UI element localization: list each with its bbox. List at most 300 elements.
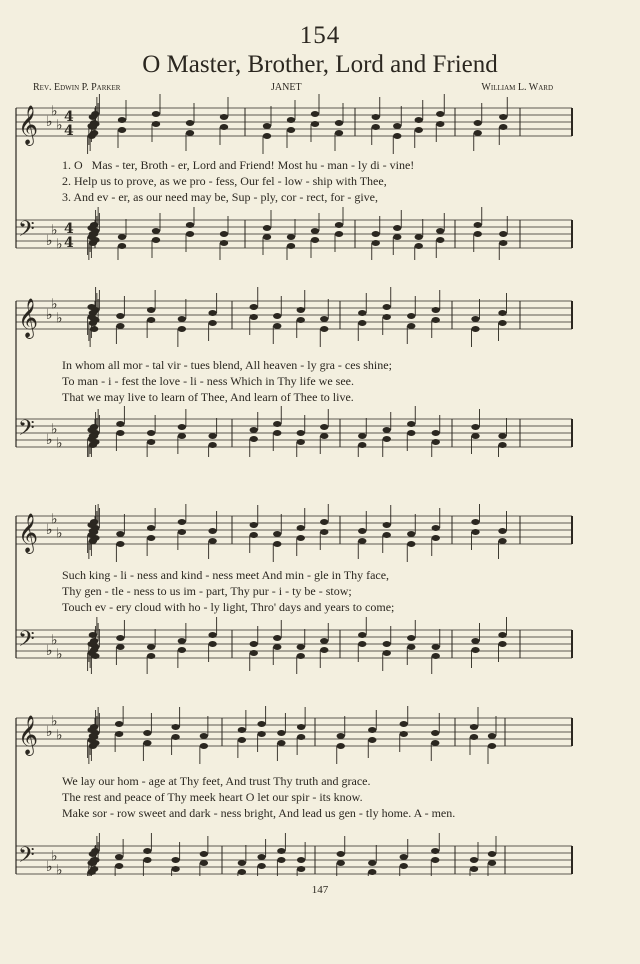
note-head xyxy=(335,231,343,237)
note-head xyxy=(436,228,444,234)
note-head xyxy=(116,421,124,427)
note-head xyxy=(474,222,482,228)
note-head xyxy=(277,740,285,746)
bass-clef: 𝄢 xyxy=(18,217,35,247)
note-head xyxy=(238,727,246,733)
note-head xyxy=(89,320,97,326)
note-head xyxy=(470,724,478,730)
treble-clef: 𝄞 xyxy=(18,105,39,145)
note-head xyxy=(152,111,160,117)
note-head xyxy=(116,635,124,641)
note-head xyxy=(287,243,295,249)
note-head xyxy=(432,317,440,323)
note-head xyxy=(471,529,479,535)
note-head xyxy=(87,133,95,139)
note-head xyxy=(257,721,265,727)
note-head xyxy=(471,316,479,322)
note-head xyxy=(90,326,98,332)
note-head xyxy=(499,240,507,246)
note-head xyxy=(383,532,391,538)
note-head xyxy=(178,433,186,439)
note-head xyxy=(335,130,343,136)
note-head xyxy=(358,320,366,326)
note-head xyxy=(498,538,506,544)
note-head xyxy=(393,225,401,231)
note-head xyxy=(383,522,391,528)
note-head xyxy=(87,304,95,310)
verse-3-line-4: Make sor - row sweet and dark - ness bright, And lead us gen - tly home. A - men. xyxy=(62,806,456,820)
tune-name: JANET xyxy=(271,82,302,93)
note-head xyxy=(393,123,401,129)
note-head xyxy=(400,731,408,737)
flat-sign: ♭ xyxy=(46,724,53,740)
note-head xyxy=(116,531,124,537)
flat-sign: ♭ xyxy=(56,310,63,327)
note-head xyxy=(89,240,97,246)
verse-1-line-3: Such king - li - ness and kind - ness meet And min - gle in Thy face, xyxy=(62,568,390,582)
note-head xyxy=(143,730,151,736)
note-head xyxy=(250,650,258,656)
note-head xyxy=(393,234,401,240)
composer-credit: William L. Ward xyxy=(481,82,553,93)
note-head xyxy=(297,307,305,313)
note-head xyxy=(118,243,126,249)
verse-3-line-3: Touch ev - ery cloud with ho - ly light, Thro' days and years to come; xyxy=(62,600,395,614)
note-head xyxy=(498,433,506,439)
note-head xyxy=(186,130,194,136)
note-head xyxy=(383,641,391,647)
note-head xyxy=(488,743,496,749)
verse-1-line-2: In whom all mor - tal vir - tues blend, All heaven - ly gra - ces shine; xyxy=(62,358,392,372)
note-head xyxy=(383,304,391,310)
note-head xyxy=(147,317,155,323)
flat-sign: ♭ xyxy=(51,222,58,239)
note-head xyxy=(432,307,440,313)
flat-sign: ♭ xyxy=(56,525,63,542)
note-head xyxy=(407,323,415,329)
note-head xyxy=(200,860,208,866)
note-head xyxy=(115,731,123,737)
note-head xyxy=(263,133,271,139)
note-head xyxy=(208,528,216,534)
note-head xyxy=(87,727,95,733)
note-head xyxy=(116,430,124,436)
note-head xyxy=(372,114,380,120)
note-head xyxy=(320,424,328,430)
note-head xyxy=(358,442,366,448)
flat-sign: ♭ xyxy=(51,103,58,120)
note-head xyxy=(87,234,95,240)
note-head xyxy=(415,117,423,123)
note-head xyxy=(297,734,305,740)
note-head xyxy=(297,724,305,730)
note-head xyxy=(273,421,281,427)
note-head xyxy=(143,848,151,854)
note-head xyxy=(208,433,216,439)
bass-clef: 𝄢 xyxy=(18,416,35,446)
note-head xyxy=(250,641,258,647)
note-head xyxy=(297,535,305,541)
verse-1-line-1: 1. O Mas - ter, Broth - er, Lord and Friend! Most hu - man - ly di - vine! xyxy=(62,158,415,172)
note-head xyxy=(273,323,281,329)
treble-clef: 𝄞 xyxy=(18,298,39,338)
note-head xyxy=(220,114,228,120)
note-head xyxy=(383,436,391,442)
note-head xyxy=(186,120,194,126)
note-head xyxy=(273,531,281,537)
note-head xyxy=(171,724,179,730)
note-head xyxy=(407,541,415,547)
note-head xyxy=(297,644,305,650)
note-head xyxy=(436,121,444,127)
note-head xyxy=(498,632,506,638)
flat-sign: ♭ xyxy=(51,713,58,730)
note-head xyxy=(431,740,439,746)
note-head xyxy=(87,860,95,866)
note-head xyxy=(186,222,194,228)
note-head xyxy=(152,121,160,127)
page-number: 147 xyxy=(311,884,329,896)
note-head xyxy=(474,120,482,126)
note-head xyxy=(400,863,408,869)
note-head xyxy=(208,538,216,544)
note-head xyxy=(488,860,496,866)
note-head xyxy=(335,222,343,228)
note-head xyxy=(320,316,328,322)
note-head xyxy=(431,730,439,736)
note-head xyxy=(368,860,376,866)
note-head xyxy=(87,532,95,538)
note-head xyxy=(273,635,281,641)
note-head xyxy=(407,421,415,427)
note-head xyxy=(186,231,194,237)
note-head xyxy=(208,632,216,638)
note-head xyxy=(273,430,281,436)
note-head xyxy=(89,538,97,544)
verse-2-line-2: To man - i - fest the love - li - ness Which in Thy life we see. xyxy=(62,374,354,388)
note-head xyxy=(337,733,345,739)
note-head xyxy=(383,314,391,320)
note-head xyxy=(393,133,401,139)
note-head xyxy=(474,130,482,136)
note-head xyxy=(337,860,345,866)
note-head xyxy=(320,529,328,535)
flat-sign: ♭ xyxy=(56,236,63,253)
note-head xyxy=(471,424,479,430)
flat-sign: ♭ xyxy=(56,862,63,876)
note-head xyxy=(407,644,415,650)
note-head xyxy=(116,644,124,650)
note-head xyxy=(250,522,258,528)
music-system-1 xyxy=(0,90,640,280)
flat-sign: ♭ xyxy=(46,233,53,249)
note-head xyxy=(263,123,271,129)
note-head xyxy=(257,731,265,737)
time-signature-bottom: 4 xyxy=(64,123,74,139)
note-head xyxy=(171,857,179,863)
note-head xyxy=(498,310,506,316)
note-head xyxy=(208,320,216,326)
flat-sign: ♭ xyxy=(46,859,53,875)
note-head xyxy=(470,866,478,872)
note-head xyxy=(87,225,95,231)
note-head xyxy=(143,857,151,863)
flat-sign: ♭ xyxy=(56,435,63,452)
note-head xyxy=(498,320,506,326)
note-head xyxy=(263,234,271,240)
note-head xyxy=(320,519,328,525)
note-head xyxy=(407,531,415,537)
note-head xyxy=(178,638,186,644)
note-head xyxy=(250,314,258,320)
note-head xyxy=(470,857,478,863)
note-head xyxy=(171,734,179,740)
note-head xyxy=(277,848,285,854)
note-head xyxy=(118,234,126,240)
note-head xyxy=(358,310,366,316)
time-signature-bottom: 4 xyxy=(64,235,74,251)
note-head xyxy=(499,114,507,120)
note-head xyxy=(147,439,155,445)
verse-3-line-1: 3. And ev - er, as our need may be, Sup - ply, cor - rect, for - give, xyxy=(62,190,378,204)
note-head xyxy=(178,424,186,430)
note-head xyxy=(115,863,123,869)
note-head xyxy=(471,647,479,653)
note-head xyxy=(436,237,444,243)
flat-sign: ♭ xyxy=(51,632,58,649)
note-head xyxy=(432,439,440,445)
note-head xyxy=(220,124,228,130)
note-head xyxy=(311,237,319,243)
note-head xyxy=(115,854,123,860)
flat-sign: ♭ xyxy=(46,522,53,538)
music-system-2 xyxy=(0,287,640,477)
note-head xyxy=(87,737,95,743)
verse-3-line-2: That we may live to learn of Thee, And learn of Thee to live. xyxy=(62,390,354,404)
note-head xyxy=(400,721,408,727)
note-head xyxy=(116,541,124,547)
note-head xyxy=(320,326,328,332)
note-head xyxy=(383,427,391,433)
note-head xyxy=(87,869,95,875)
note-head xyxy=(415,127,423,133)
flat-sign: ♭ xyxy=(51,421,58,438)
time-signature-top: 4 xyxy=(64,221,74,237)
note-head xyxy=(368,737,376,743)
note-head xyxy=(250,304,258,310)
note-head xyxy=(147,307,155,313)
note-head xyxy=(498,442,506,448)
note-head xyxy=(407,313,415,319)
note-head xyxy=(200,851,208,857)
note-head xyxy=(87,314,95,320)
note-head xyxy=(488,851,496,857)
note-head xyxy=(116,313,124,319)
note-head xyxy=(358,632,366,638)
note-head xyxy=(470,734,478,740)
note-head xyxy=(250,436,258,442)
note-head xyxy=(335,120,343,126)
note-head xyxy=(287,234,295,240)
note-head xyxy=(499,231,507,237)
verse-2-line-1: 2. Help us to prove, as we pro - fess, Our fel - low - ship with Thee, xyxy=(62,174,387,188)
note-head xyxy=(474,231,482,237)
note-head xyxy=(498,528,506,534)
note-head xyxy=(200,743,208,749)
hymn-title: O Master, Brother, Lord and Friend xyxy=(142,51,498,78)
note-head xyxy=(368,727,376,733)
note-head xyxy=(436,111,444,117)
note-head xyxy=(273,541,281,547)
note-head xyxy=(297,430,305,436)
note-head xyxy=(208,310,216,316)
note-head xyxy=(358,641,366,647)
note-head xyxy=(372,124,380,130)
note-head xyxy=(178,316,186,322)
flat-sign: ♭ xyxy=(51,511,58,528)
note-head xyxy=(178,647,186,653)
note-head xyxy=(171,866,179,872)
note-head xyxy=(250,427,258,433)
note-head xyxy=(147,430,155,436)
note-head xyxy=(311,111,319,117)
note-head xyxy=(152,237,160,243)
note-head xyxy=(277,730,285,736)
note-head xyxy=(238,737,246,743)
note-head xyxy=(297,653,305,659)
note-head xyxy=(431,857,439,863)
note-head xyxy=(178,326,186,332)
note-head xyxy=(287,117,295,123)
flat-sign: ♭ xyxy=(51,848,58,865)
note-head xyxy=(208,442,216,448)
note-head xyxy=(87,436,95,442)
flat-sign: ♭ xyxy=(56,117,63,134)
note-head xyxy=(415,243,423,249)
note-head xyxy=(178,519,186,525)
verse-2-line-3: Thy gen - tle - ness to us im - part, Thy pur - i - ty be - stow; xyxy=(62,584,352,598)
note-head xyxy=(277,857,285,863)
flat-sign: ♭ xyxy=(46,114,53,130)
note-head xyxy=(400,854,408,860)
note-head xyxy=(178,529,186,535)
note-head xyxy=(147,653,155,659)
time-signature-top: 4 xyxy=(64,109,74,125)
note-head xyxy=(238,860,246,866)
flat-sign: ♭ xyxy=(56,646,63,663)
note-head xyxy=(358,433,366,439)
author-credit: Rev. Edwin P. Parker xyxy=(33,82,121,93)
note-head xyxy=(87,522,95,528)
music-system-3 xyxy=(0,504,640,694)
note-head xyxy=(87,641,95,647)
flat-sign: ♭ xyxy=(56,727,63,744)
treble-clef: 𝄞 xyxy=(18,513,39,553)
note-head xyxy=(368,869,376,875)
note-head xyxy=(337,743,345,749)
note-head xyxy=(147,525,155,531)
note-head xyxy=(383,650,391,656)
note-head xyxy=(297,317,305,323)
hymn-number: 154 xyxy=(299,22,341,49)
note-head xyxy=(250,532,258,538)
note-head xyxy=(432,535,440,541)
bass-clef: 𝄢 xyxy=(18,843,35,873)
flat-sign: ♭ xyxy=(46,307,53,323)
note-head xyxy=(471,433,479,439)
note-head xyxy=(257,863,265,869)
note-head xyxy=(297,857,305,863)
note-head xyxy=(471,519,479,525)
note-head xyxy=(372,231,380,237)
note-head xyxy=(118,127,126,133)
note-head xyxy=(431,848,439,854)
note-head xyxy=(208,641,216,647)
flat-sign: ♭ xyxy=(51,296,58,313)
note-head xyxy=(87,650,95,656)
note-head xyxy=(311,228,319,234)
note-head xyxy=(118,117,126,123)
note-head xyxy=(407,635,415,641)
note-head xyxy=(320,647,328,653)
note-head xyxy=(116,323,124,329)
note-head xyxy=(200,733,208,739)
note-head xyxy=(320,638,328,644)
note-head xyxy=(238,869,246,875)
note-head xyxy=(147,535,155,541)
note-head xyxy=(152,228,160,234)
bass-clef: 𝄢 xyxy=(18,627,35,657)
note-head xyxy=(499,124,507,130)
note-head xyxy=(89,743,97,749)
note-head xyxy=(220,240,228,246)
note-head xyxy=(87,427,95,433)
note-head xyxy=(220,231,228,237)
note-head xyxy=(432,644,440,650)
note-head xyxy=(273,313,281,319)
note-head xyxy=(358,538,366,544)
note-head xyxy=(432,430,440,436)
note-head xyxy=(432,653,440,659)
note-head xyxy=(320,433,328,439)
note-head xyxy=(297,439,305,445)
note-head xyxy=(297,866,305,872)
note-head xyxy=(358,528,366,534)
note-head xyxy=(287,127,295,133)
note-head xyxy=(498,641,506,647)
note-head xyxy=(89,442,97,448)
note-head xyxy=(471,638,479,644)
note-head xyxy=(432,525,440,531)
flat-sign: ♭ xyxy=(46,643,53,659)
note-head xyxy=(273,644,281,650)
flat-sign: ♭ xyxy=(46,432,53,448)
verse-2-line-4: The rest and peace of Thy meek heart O let our spir - its know. xyxy=(62,790,363,804)
note-head xyxy=(407,430,415,436)
note-head xyxy=(488,733,496,739)
note-head xyxy=(143,740,151,746)
note-head xyxy=(297,525,305,531)
note-head xyxy=(372,240,380,246)
note-head xyxy=(415,234,423,240)
note-head xyxy=(257,854,265,860)
note-head xyxy=(147,644,155,650)
music-system-4 xyxy=(0,706,640,896)
note-head xyxy=(311,121,319,127)
note-head xyxy=(263,225,271,231)
treble-clef: 𝄞 xyxy=(18,715,39,755)
note-head xyxy=(471,326,479,332)
